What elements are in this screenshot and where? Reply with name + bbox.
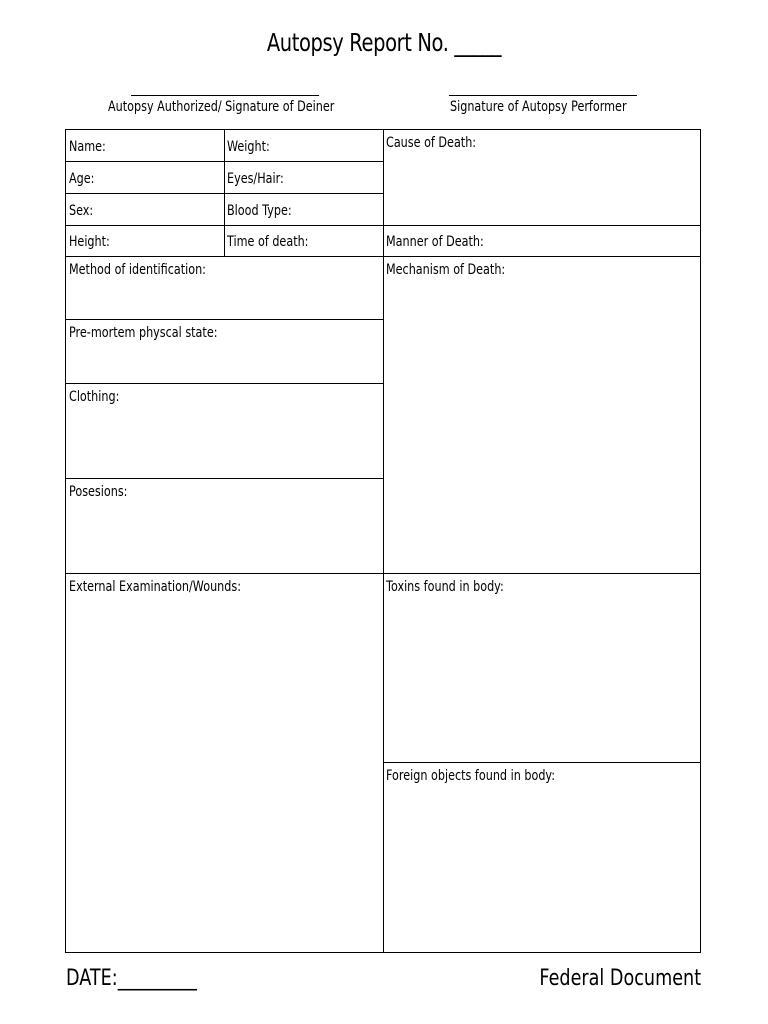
manner-of-death-field[interactable]: Manner of Death: bbox=[386, 234, 484, 250]
column-divider bbox=[383, 130, 384, 952]
row-divider bbox=[66, 193, 383, 194]
row-divider bbox=[66, 319, 383, 320]
name-field[interactable]: Name: bbox=[69, 139, 106, 155]
cause-of-death-field[interactable]: Cause of Death: bbox=[386, 135, 477, 151]
page-title: Autopsy Report No. _____ bbox=[266, 28, 502, 57]
autopsy-form-table bbox=[65, 129, 701, 953]
performer-signature-line[interactable] bbox=[449, 95, 637, 96]
age-field[interactable]: Age: bbox=[69, 171, 95, 187]
time-of-death-field[interactable]: Time of death: bbox=[227, 234, 309, 250]
date-field[interactable]: DATE:_________ bbox=[66, 966, 197, 991]
row-divider bbox=[66, 225, 700, 226]
weight-field[interactable]: Weight: bbox=[227, 139, 270, 155]
row-divider bbox=[383, 762, 700, 763]
possessions-field[interactable]: Posesions: bbox=[69, 484, 128, 500]
sex-field[interactable]: Sex: bbox=[69, 203, 94, 219]
foreign-objects-field[interactable]: Foreign objects found in body: bbox=[386, 768, 556, 784]
row-divider bbox=[66, 161, 383, 162]
row-divider bbox=[66, 478, 383, 479]
clothing-field[interactable]: Clothing: bbox=[69, 389, 120, 405]
eyes-hair-field[interactable]: Eyes/Hair: bbox=[227, 171, 284, 187]
external-examination-field[interactable]: External Examination/Wounds: bbox=[69, 579, 241, 595]
performer-signature-label: Signature of Autopsy Performer bbox=[450, 99, 627, 115]
row-divider bbox=[66, 256, 700, 257]
pre-mortem-state-field[interactable]: Pre-mortem physcal state: bbox=[69, 325, 218, 341]
deiner-signature-line[interactable] bbox=[131, 95, 319, 96]
deiner-signature-label: Autopsy Authorized/ Signature of Deiner bbox=[108, 99, 335, 115]
blood-type-field[interactable]: Blood Type: bbox=[227, 203, 292, 219]
method-of-identification-field[interactable]: Method of identification: bbox=[69, 262, 206, 278]
height-field[interactable]: Height: bbox=[69, 234, 110, 250]
toxins-field[interactable]: Toxins found in body: bbox=[386, 579, 504, 595]
row-divider bbox=[66, 573, 700, 574]
row-divider bbox=[66, 383, 383, 384]
document-type-label: Federal Document bbox=[539, 966, 701, 991]
mechanism-of-death-field[interactable]: Mechanism of Death: bbox=[386, 262, 506, 278]
